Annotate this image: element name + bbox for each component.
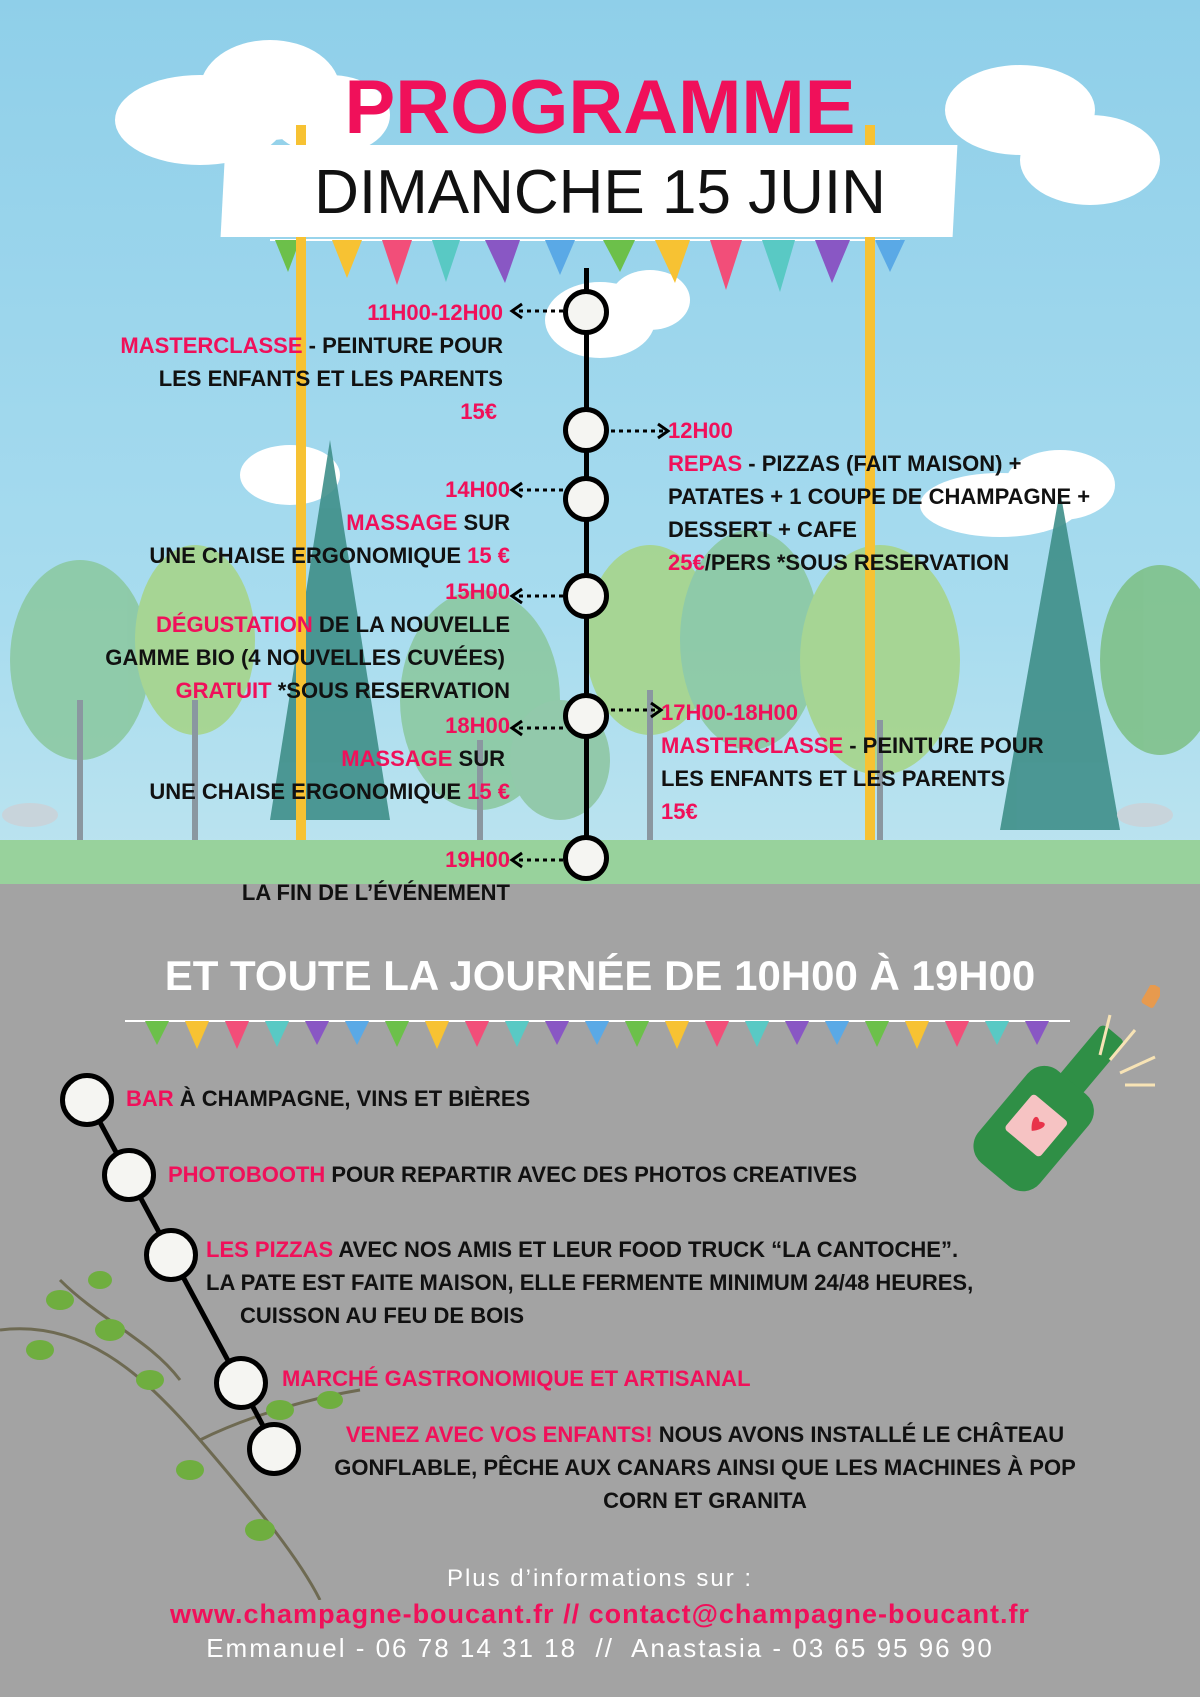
event-desc: PATATES + 1 COUPE DE CHAMPAGNE + bbox=[668, 484, 1091, 509]
allday-item: PHOTOBOOTH POUR REPARTIR AVEC DES PHOTOS CREATIVES bbox=[168, 1162, 858, 1187]
allday-item: LES PIZZAS AVEC NOS AMIS ET LEUR FOOD TRUCK “LA CANTOCHE”. bbox=[206, 1237, 959, 1262]
allday-item: MARCHÉ GASTRONOMIQUE ET ARTISANAL bbox=[282, 1366, 751, 1391]
event-desc: LES ENFANTS ET LES PARENTS bbox=[158, 366, 503, 391]
event-title: MASTERCLASSE - PEINTURE POUR bbox=[120, 333, 503, 358]
footer-intro: Plus d’informations sur : bbox=[446, 1565, 754, 1592]
event-title: REPAS - PIZZAS (FAIT MAISON) + bbox=[668, 451, 1022, 476]
allday-node bbox=[102, 1148, 156, 1202]
allday-item-desc: CUISSON AU FEU DE BOIS bbox=[240, 1303, 524, 1328]
event-time: 14H00 bbox=[445, 477, 510, 502]
event-title: MASTERCLASSE - PEINTURE POUR bbox=[661, 733, 1044, 758]
page-date: DIMANCHE 15 JUIN bbox=[314, 158, 886, 227]
allday-node bbox=[247, 1422, 301, 1476]
event-title: MASSAGE SUR bbox=[346, 510, 510, 535]
footer-links[interactable]: www.champagne-boucant.fr // contact@champagne-boucant.fr bbox=[170, 1599, 1030, 1629]
event-desc: LES ENFANTS ET LES PARENTS bbox=[661, 766, 1006, 791]
allday-node bbox=[144, 1228, 198, 1282]
allday-item-desc: LA PATE EST FAITE MAISON, ELLE FERMENTE MINIMUM 24/48 HEURES, bbox=[206, 1270, 974, 1295]
event-time: 15H00 bbox=[445, 579, 510, 604]
event-price: 15€ bbox=[661, 799, 698, 824]
event-time: 18H00 bbox=[445, 713, 510, 738]
event-desc: GAMME BIO (4 NOUVELLES CUVÉES) bbox=[105, 645, 505, 670]
allday-heading: ET TOUTE LA JOURNÉE DE 10H00 À 19H00 bbox=[164, 952, 1036, 999]
event-price: 25€/PERS *SOUS RESERVATION bbox=[668, 550, 1010, 575]
event-title: DÉGUSTATION DE LA NOUVELLE bbox=[155, 612, 510, 637]
allday-node bbox=[60, 1073, 114, 1127]
event-time: 12H00 bbox=[668, 418, 733, 443]
event-desc: DESSERT + CAFE bbox=[668, 517, 857, 542]
event-desc: UNE CHAISE ERGONOMIQUE 15 € bbox=[149, 543, 510, 568]
event-price: 15€ bbox=[460, 399, 497, 424]
champagne-bottle-icon bbox=[960, 985, 1160, 1215]
allday-item: BAR À CHAMPAGNE, VINS ET BIÈRES bbox=[126, 1086, 531, 1111]
event-time: 17H00-18H00 bbox=[661, 700, 798, 725]
event-title: MASSAGE SUR bbox=[341, 746, 505, 771]
allday-node bbox=[214, 1356, 268, 1410]
allday-item: VENEZ AVEC VOS ENFANTS! NOUS AVONS INSTALLÉ LE CHÂTEAU bbox=[345, 1422, 1065, 1447]
allday-item-desc: GONFLABLE, PÊCHE AUX CANARS AINSI QUE LES MACHINES À POP bbox=[334, 1455, 1076, 1480]
event-desc: UNE CHAISE ERGONOMIQUE 15 € bbox=[149, 779, 510, 804]
page-title: PROGRAMME bbox=[344, 65, 856, 150]
bunting-flags bbox=[125, 1012, 1075, 1062]
event-time: 11H00-12H00 bbox=[367, 300, 503, 325]
footer-contacts: Emmanuel - 06 78 14 31 18 // Anastasia - 03 65 95 96 90 bbox=[206, 1633, 994, 1663]
event-time: 19H00 bbox=[445, 847, 510, 872]
event-price: GRATUIT *SOUS RESERVATION bbox=[175, 678, 510, 703]
event-desc: LA FIN DE L’ÉVÉNEMENT bbox=[241, 880, 510, 905]
allday-item-desc: CORN ET GRANITA bbox=[603, 1488, 807, 1513]
arrow-head-icon bbox=[512, 304, 668, 867]
